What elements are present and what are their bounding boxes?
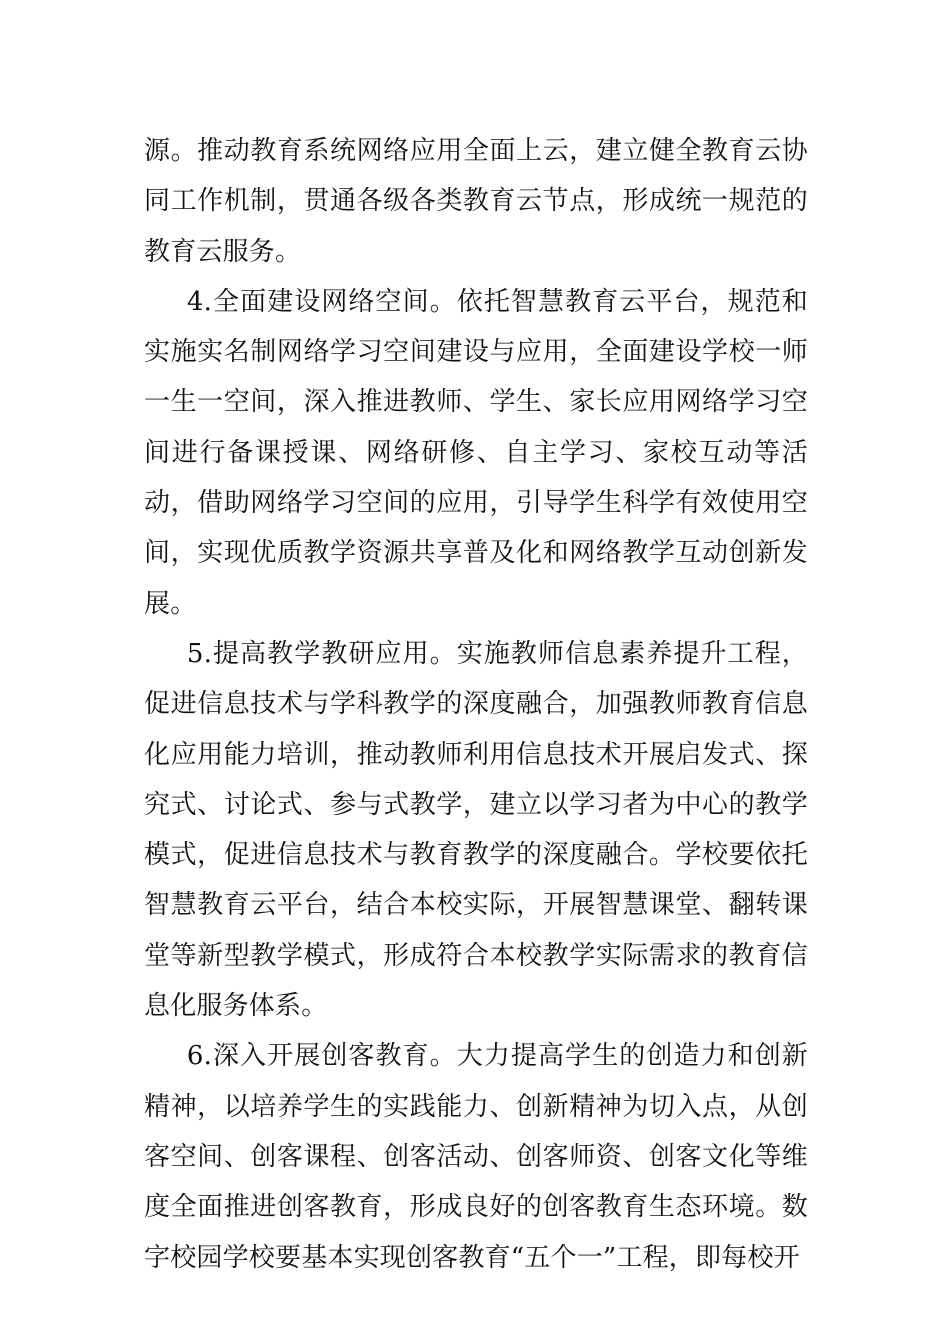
paragraph-item-5: 5.提高教学教研应用。实施教师信息素养提升工程，促进信息技术与学科教学的深度融合，加强教师教育信息化应用能力培训，推动教师利用信息技术开展启发式、探究式、讨论式、参与式教学，建立以学习者为中心的教学模式，促进信息技术与教育教学的深度融合。学校要依托智慧教育云平台，结合本校实际，开展智慧课堂、翻转课堂等新型教学模式，形成符合本校教学实际需求的教育信息化服务体系。 bbox=[144, 638, 808, 1022]
paragraph-item-4: 4.全面建设网络空间。依托智慧教育云平台，规范和实施实名制网络学习空间建设与应用，全面建设学校一师一生一空间，深入推进教师、学生、家长应用网络学习空间进行备课授课、网络研修、自主学习、家校互动等活动，借助网络学习空间的应用，引导学生科学有效使用空间，实现优质教学资源共享普及化和网络教学互动创新发展。 bbox=[144, 286, 808, 619]
paragraph-item-6: 6.深入开展创客教育。大力提高学生的创造力和创新精神，以培养学生的实践能力、创新精神为切入点，从创客空间、创客课程、创客活动、创客师资、创客文化等维度全面推进创客教育，形成良好的创客教育生态环境。数字校园学校要基本实现创客教育“五个一”工程，即每校开 bbox=[144, 1041, 808, 1273]
body-text bbox=[144, 126, 808, 1283]
paragraph-continuation: 源。推动教育系统网络应用全面上云，建立健全教育云协同工作机制，贯通各级各类教育云节点，形成统一规范的教育云服务。 bbox=[144, 136, 808, 267]
